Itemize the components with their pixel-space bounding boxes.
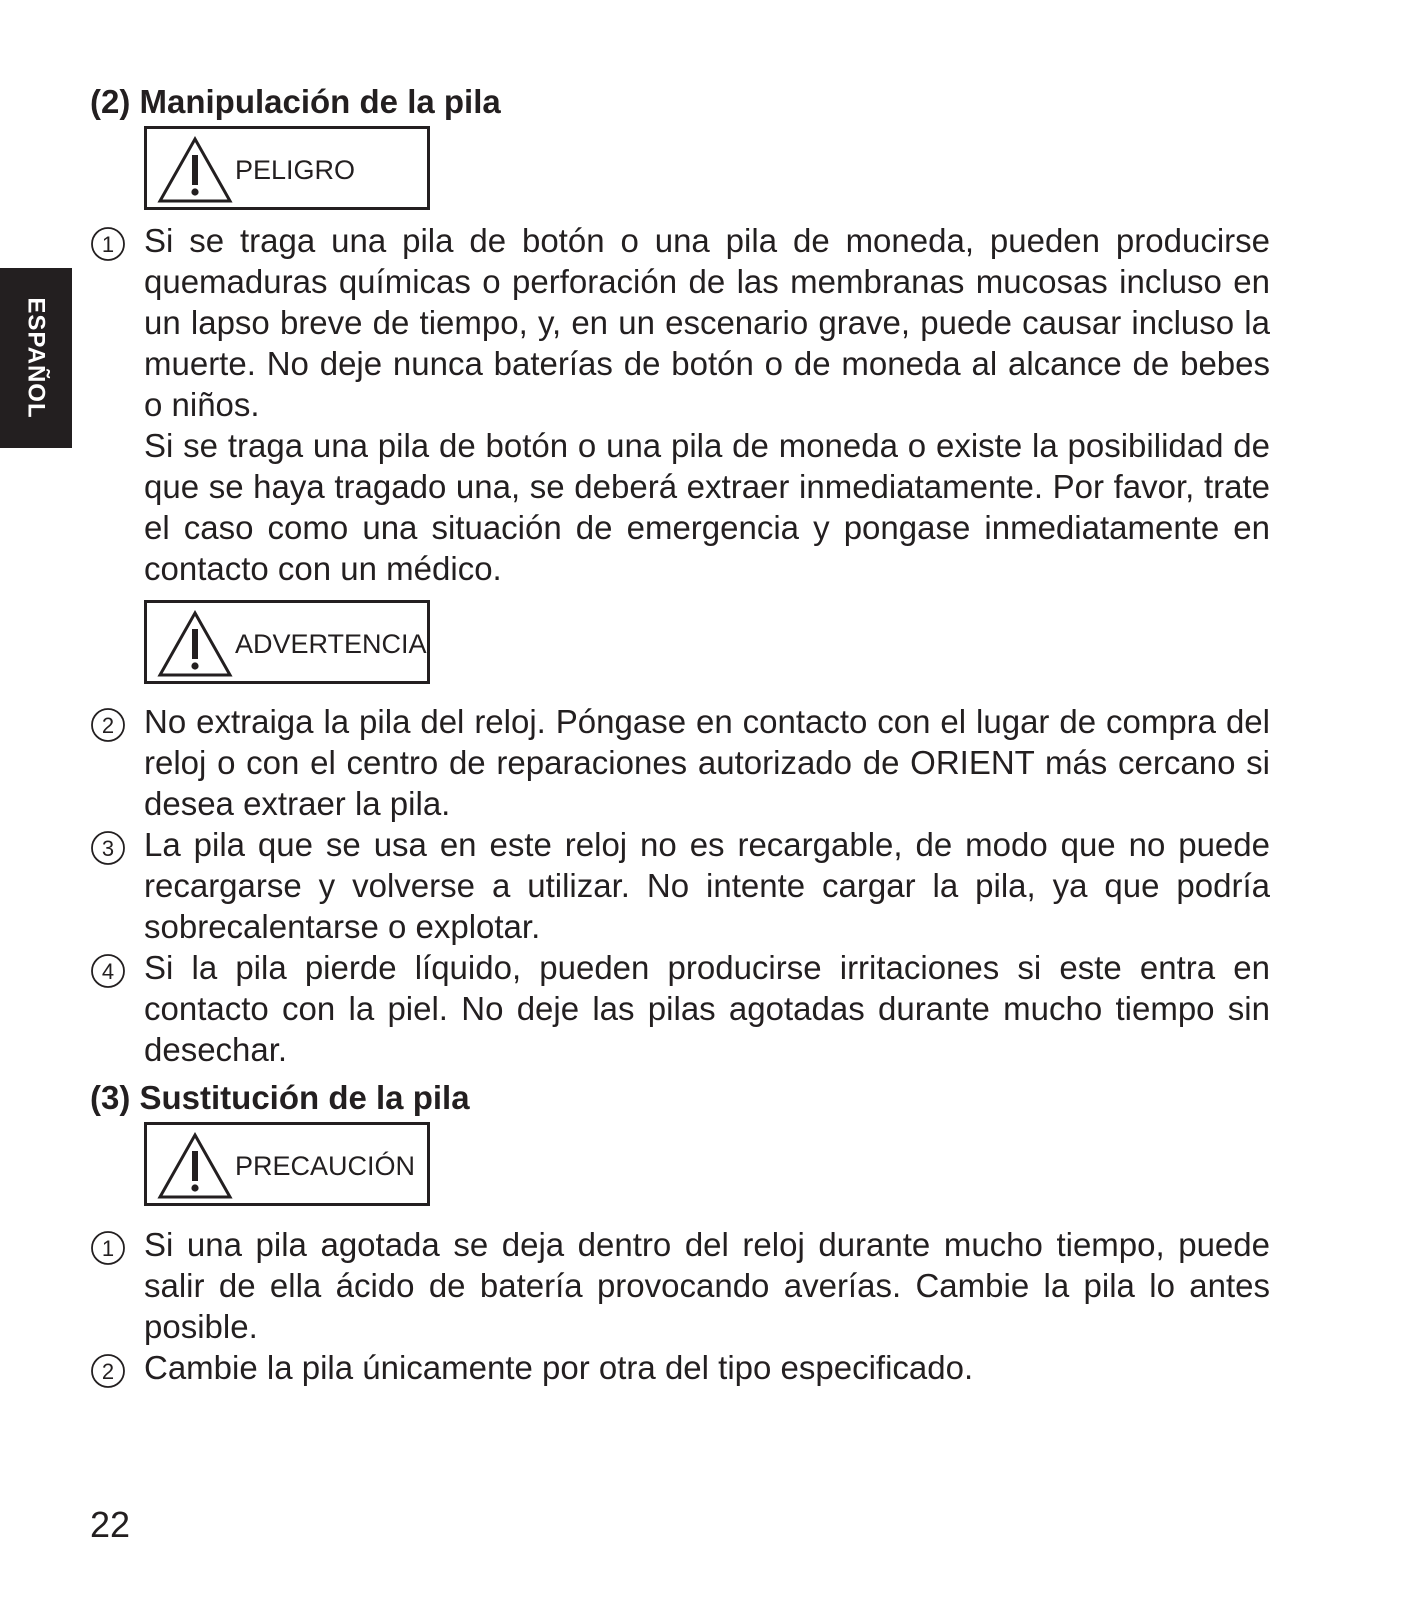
list-item <box>90 1224 1270 1347</box>
warning-triangle-icon <box>157 609 233 679</box>
item-text: No extraiga la pila del reloj. Póngase en contacto con el lugar de compra del reloj o con el centro de reparaciones autorizado de ORIENT más cercano si desea extraer la pila. <box>144 703 1270 822</box>
list-item <box>90 824 1270 947</box>
list-item <box>90 220 1270 589</box>
hazard-box-caution <box>144 1122 430 1206</box>
circled-number-icon <box>90 953 126 989</box>
item-text: La pila que se usa en este reloj no es recargable, de modo que no puede recargarse y volverse a utilizar. No intente cargar la pila, ya que podría sobrecalentarse o explotar. <box>144 826 1270 945</box>
warning-triangle-icon <box>157 135 233 205</box>
hazard-box-danger <box>144 126 430 210</box>
section-heading-handling: (2) Manipulación de la pila <box>90 83 501 120</box>
circled-number-icon <box>90 830 126 866</box>
circled-number-icon <box>90 707 126 743</box>
list-item <box>90 701 1270 824</box>
hazard-label: ADVERTENCIA <box>235 629 427 659</box>
hazard-box-warning <box>144 600 430 684</box>
circled-number-icon <box>90 1230 126 1266</box>
circled-number-icon <box>90 226 126 262</box>
svg-text:1: 1 <box>101 232 115 257</box>
page-number: 22 <box>90 1504 131 1545</box>
language-tab-label: ESPAÑOL <box>23 297 51 419</box>
circled-number-icon <box>90 1353 126 1389</box>
section-heading-replacement: (3) Sustitución de la pila <box>90 1079 470 1116</box>
item-text: Si la pila pierde líquido, pueden producirse irritaciones si este entra en contacto con la piel. No deje las pilas agotadas durante mucho tiempo sin desechar. <box>144 949 1270 1068</box>
item-text: Si una pila agotada se deja dentro del reloj durante mucho tiempo, puede salir de ella ácido de batería provocando averías. Cambie la pila lo antes posible. <box>144 1226 1270 1345</box>
item-paragraph: Si se traga una pila de botón o una pila de moneda, pueden producirse quemaduras químicas o perforación de las membranas mucosas incluso en un lapso breve de tiempo, y, en un escenario grave, puede causar incluso la muerte. No deje nunca baterías de botón o de moneda al alcance de bebes o niños. <box>144 222 1270 423</box>
svg-text:2: 2 <box>101 1359 115 1384</box>
svg-text:4: 4 <box>101 959 115 984</box>
hazard-label: PRECAUCIÓN <box>235 1151 416 1181</box>
item-paragraph: Si se traga una pila de botón o una pila de moneda o existe la posibilidad de que se haya tragado una, se deberá extraer inmediatamente. Por favor, trate el caso como una situación de emergencia y pongase inmediatamente en contacto con un médico. <box>144 427 1270 587</box>
svg-text:1: 1 <box>101 1236 115 1261</box>
language-tab <box>0 268 72 448</box>
list-item <box>90 947 1270 1070</box>
svg-text:3: 3 <box>101 836 115 861</box>
list-item <box>90 1347 1270 1388</box>
hazard-label: PELIGRO <box>235 155 356 185</box>
svg-text:2: 2 <box>101 713 115 738</box>
item-text: Cambie la pila únicamente por otra del tipo especificado. <box>144 1349 974 1386</box>
warning-triangle-icon <box>157 1131 233 1201</box>
